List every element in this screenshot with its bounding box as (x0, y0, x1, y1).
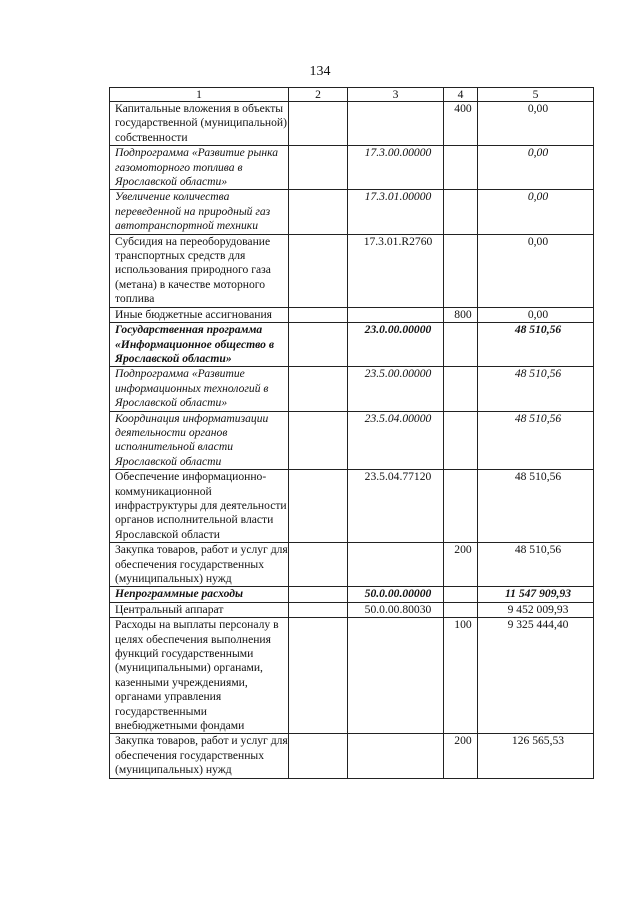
row-name-cell: Центральный аппарат (110, 602, 289, 617)
header-col-1: 1 (110, 88, 289, 102)
row-col2-cell (289, 190, 348, 234)
row-expense-type-cell: 400 (444, 102, 478, 146)
row-name-cell: Координация информатизации деятельности органов исполнительной власти Ярославской области (110, 411, 289, 470)
row-expense-type-cell (444, 587, 478, 602)
row-amount-cell: 48 510,56 (478, 411, 594, 470)
row-amount-cell: 9 452 009,93 (478, 602, 594, 617)
row-expense-type-cell: 200 (444, 543, 478, 587)
row-amount-cell: 48 510,56 (478, 543, 594, 587)
row-expense-type-cell: 100 (444, 618, 478, 734)
row-amount-cell: 48 510,56 (478, 323, 594, 367)
row-col2-cell (289, 411, 348, 470)
table-row (110, 234, 594, 307)
budget-table (109, 87, 594, 779)
row-name-cell: Субсидия на переоборудование транспортных средств для использования природного газа (метана) в качестве моторного топлива (110, 234, 289, 307)
row-name-cell: Подпрограмма «Развитие информационных технологий в Ярославской области» (110, 367, 289, 411)
table-row (110, 190, 594, 234)
row-name-cell: Обеспечение информационно-коммуникационной инфраструктуры для деятельности органов исполнительной власти Ярославской области (110, 470, 289, 543)
row-code-cell: 23.0.00.00000 (348, 323, 444, 367)
row-name-cell: Капитальные вложения в объекты государственной (муниципальной) собственности (110, 102, 289, 146)
table-row (110, 587, 594, 602)
header-col-3: 3 (348, 88, 444, 102)
row-code-cell (348, 102, 444, 146)
row-amount-cell: 48 510,56 (478, 367, 594, 411)
row-code-cell (348, 618, 444, 734)
table-row (110, 470, 594, 543)
row-expense-type-cell (444, 367, 478, 411)
row-amount-cell: 126 565,53 (478, 734, 594, 778)
row-name-cell: Расходы на выплаты персоналу в целях обеспечения выполнения функций государственными (муниципальными) органами, казенными учреждениями, органами управления государственными внебюджетными фондами (110, 618, 289, 734)
table-row (110, 323, 594, 367)
row-col2-cell (289, 307, 348, 322)
row-name-cell: Непрограммные расходы (110, 587, 289, 602)
row-expense-type-cell (444, 602, 478, 617)
table-row (110, 307, 594, 322)
row-name-cell: Подпрограмма «Развитие рынка газомоторного топлива в Ярославской области» (110, 146, 289, 190)
row-col2-cell (289, 470, 348, 543)
row-col2-cell (289, 602, 348, 617)
row-code-cell: 17.3.01.00000 (348, 190, 444, 234)
row-col2-cell (289, 234, 348, 307)
row-expense-type-cell (444, 411, 478, 470)
row-amount-cell: 0,00 (478, 146, 594, 190)
table-row (110, 411, 594, 470)
row-code-cell: 17.3.01.R2760 (348, 234, 444, 307)
table-row (110, 618, 594, 734)
table-body (110, 102, 594, 779)
row-amount-cell: 0,00 (478, 234, 594, 307)
row-col2-cell (289, 618, 348, 734)
row-name-cell: Увеличение количества переведенной на природный газ автотранспортной техники (110, 190, 289, 234)
row-code-cell (348, 543, 444, 587)
row-name-cell: Закупка товаров, работ и услуг для обеспечения государственных (муниципальных) нужд (110, 734, 289, 778)
row-code-cell (348, 307, 444, 322)
row-col2-cell (289, 587, 348, 602)
row-code-cell: 23.5.04.00000 (348, 411, 444, 470)
row-code-cell: 50.0.00.00000 (348, 587, 444, 602)
row-code-cell (348, 734, 444, 778)
row-amount-cell: 9 325 444,40 (478, 618, 594, 734)
row-expense-type-cell (444, 190, 478, 234)
row-code-cell: 23.5.04.77120 (348, 470, 444, 543)
table-row (110, 602, 594, 617)
table-row (110, 367, 594, 411)
row-col2-cell (289, 367, 348, 411)
table-row (110, 146, 594, 190)
row-amount-cell: 48 510,56 (478, 470, 594, 543)
row-amount-cell: 0,00 (478, 307, 594, 322)
row-amount-cell: 0,00 (478, 190, 594, 234)
row-expense-type-cell (444, 323, 478, 367)
table-row (110, 543, 594, 587)
header-col-4: 4 (444, 88, 478, 102)
row-expense-type-cell: 800 (444, 307, 478, 322)
header-col-5: 5 (478, 88, 594, 102)
row-amount-cell: 11 547 909,93 (478, 587, 594, 602)
row-name-cell: Иные бюджетные ассигнования (110, 307, 289, 322)
row-name-cell: Государственная программа «Информационное общество в Ярославской области» (110, 323, 289, 367)
row-col2-cell (289, 102, 348, 146)
page-number: 134 (309, 64, 331, 79)
row-col2-cell (289, 543, 348, 587)
row-expense-type-cell (444, 470, 478, 543)
row-col2-cell (289, 323, 348, 367)
row-name-cell: Закупка товаров, работ и услуг для обеспечения государственных (муниципальных) нужд (110, 543, 289, 587)
row-code-cell: 23.5.00.00000 (348, 367, 444, 411)
header-row (110, 88, 594, 102)
row-col2-cell (289, 146, 348, 190)
row-col2-cell (289, 734, 348, 778)
row-expense-type-cell: 200 (444, 734, 478, 778)
header-col-2: 2 (289, 88, 348, 102)
row-expense-type-cell (444, 234, 478, 307)
row-code-cell: 17.3.00.00000 (348, 146, 444, 190)
row-expense-type-cell (444, 146, 478, 190)
row-code-cell: 50.0.00.80030 (348, 602, 444, 617)
row-amount-cell: 0,00 (478, 102, 594, 146)
table-row (110, 734, 594, 778)
table-row (110, 102, 594, 146)
